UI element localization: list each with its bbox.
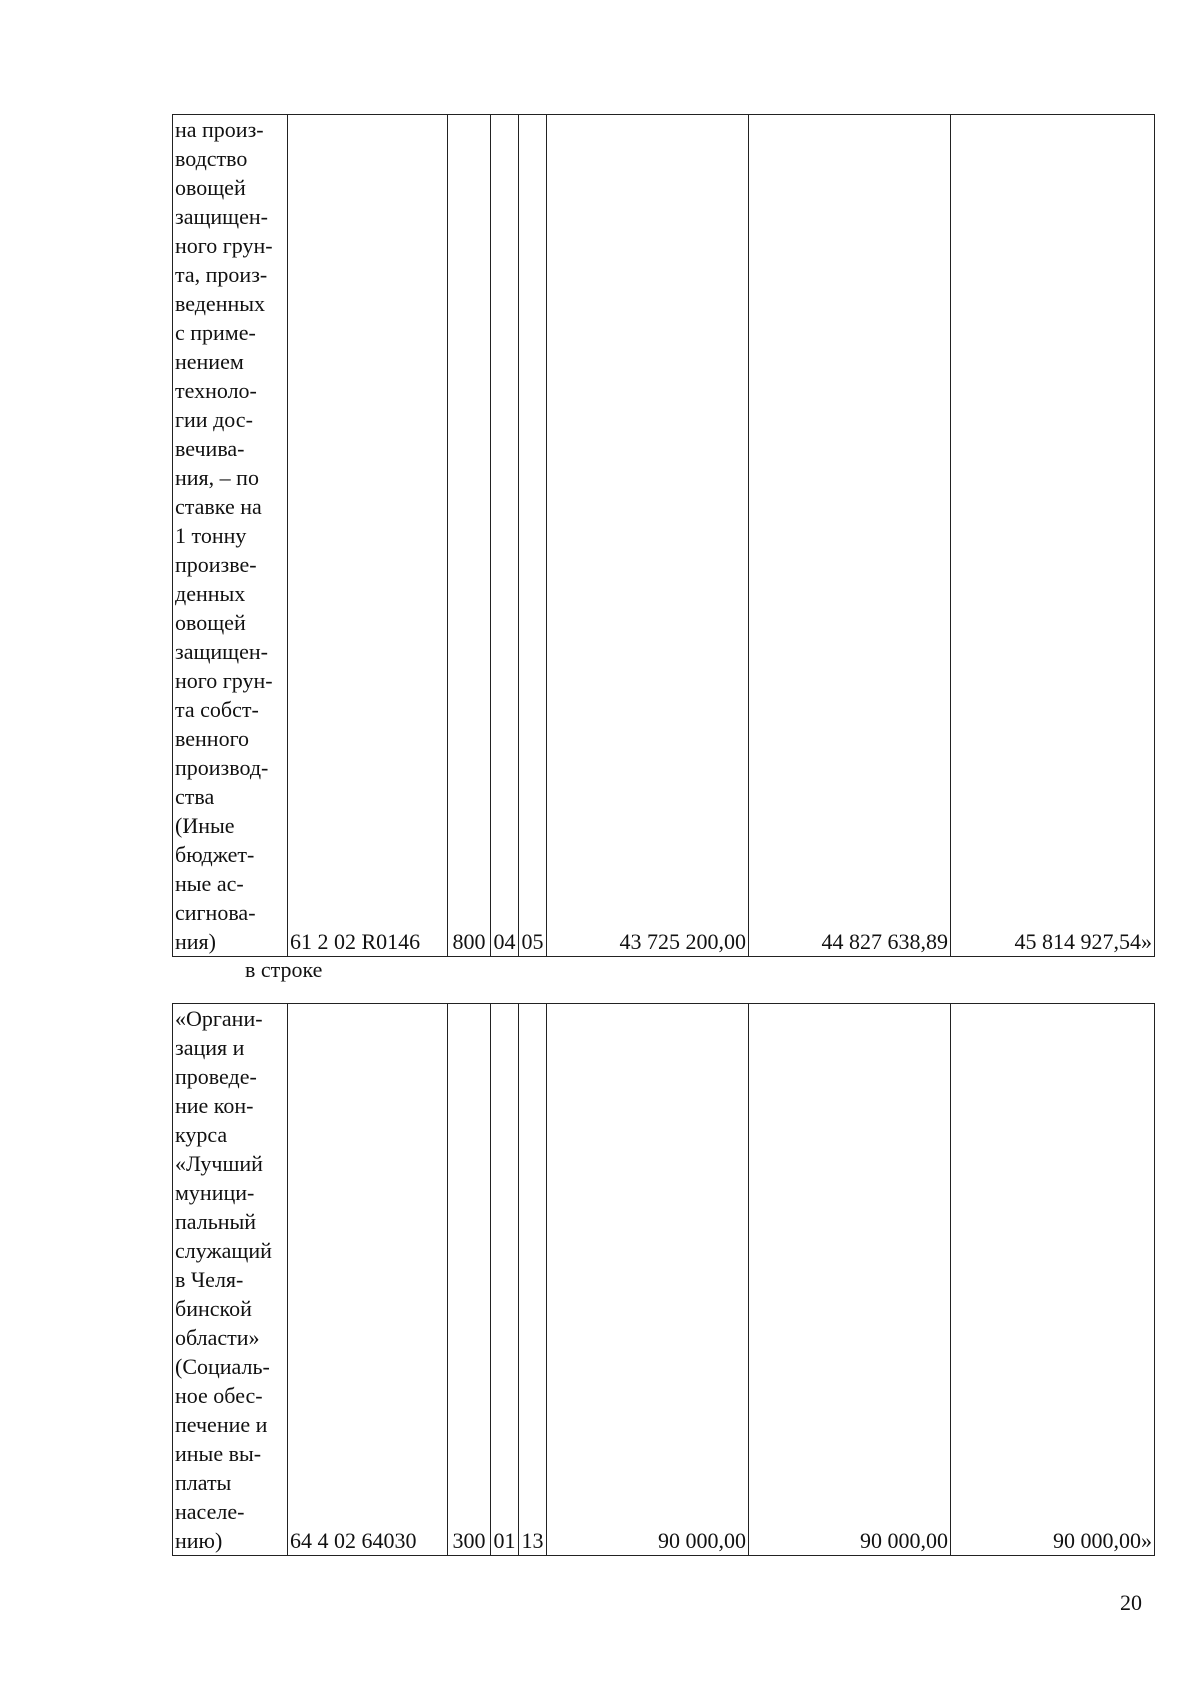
between-text: в строке	[245, 957, 323, 982]
description-line: венного	[175, 726, 250, 751]
description-line: веденных	[175, 291, 266, 316]
description-line: иные вы-	[175, 1441, 262, 1466]
description-line: сигнова-	[175, 900, 256, 925]
description-line: произве-	[175, 552, 257, 577]
table-row	[173, 1004, 1155, 1556]
budget-table-row-1	[172, 114, 1155, 957]
description-line: овощей	[175, 610, 246, 635]
description-line: ния, – по	[175, 465, 259, 490]
description-line: «Органи-	[175, 1006, 263, 1031]
description-line: защищен-	[175, 639, 268, 664]
description-line: в Челя-	[175, 1267, 244, 1292]
description-line: (Социаль-	[175, 1354, 270, 1379]
description-line: бинской	[175, 1296, 252, 1321]
section-cell: 01	[491, 1004, 519, 1556]
description-line: ное обес-	[175, 1383, 263, 1408]
description-line: пальный	[175, 1209, 257, 1234]
amount-cell-1: 90 000,00	[547, 1004, 749, 1556]
description-line: производ-	[175, 755, 269, 780]
description-line: нением	[175, 349, 244, 374]
description-line: та, произ-	[175, 262, 268, 287]
amount-cell-3: 90 000,00»	[951, 1004, 1155, 1556]
subsection-cell: 13	[519, 1004, 547, 1556]
target-article-cell: 61 2 02 R0146	[288, 115, 448, 957]
description-line: платы	[175, 1470, 232, 1495]
description-line: на произ-	[175, 117, 264, 142]
description-line: денных	[175, 581, 246, 606]
description-line: техноло-	[175, 378, 257, 403]
description-line: населе-	[175, 1499, 245, 1524]
description-line: защищен-	[175, 204, 268, 229]
description-line: «Лучший	[175, 1151, 263, 1176]
expense-type-cell: 800	[448, 115, 491, 957]
description-line: ства	[175, 784, 215, 809]
description-line: нию)	[175, 1528, 223, 1553]
amount-cell-1: 43 725 200,00	[547, 115, 749, 957]
description-line: бюджет-	[175, 842, 255, 867]
description-line: с приме-	[175, 320, 256, 345]
page-number: 20	[1120, 1590, 1142, 1615]
description-line: зация и	[175, 1035, 245, 1060]
amount-cell-3: 45 814 927,54»	[951, 115, 1155, 957]
description-line: служащий	[175, 1238, 272, 1263]
description-line: водство	[175, 146, 248, 171]
description-line: та собст-	[175, 697, 259, 722]
description-line: проведе-	[175, 1064, 257, 1089]
description-line: области»	[175, 1325, 260, 1350]
description-line: ные ас-	[175, 871, 244, 896]
row-description	[173, 115, 288, 957]
description-line: гии дос-	[175, 407, 253, 432]
description-line: ставке на	[175, 494, 262, 519]
subsection-cell: 05	[519, 115, 547, 957]
target-article-cell: 64 4 02 64030	[288, 1004, 448, 1556]
amount-cell-2: 90 000,00	[749, 1004, 951, 1556]
description-line: печение и	[175, 1412, 268, 1437]
expense-type-cell: 300	[448, 1004, 491, 1556]
description-line: курса	[175, 1122, 228, 1147]
description-line: вечива-	[175, 436, 245, 461]
description-line: муници-	[175, 1180, 255, 1205]
description-line: овощей	[175, 175, 246, 200]
description-line: ного грун-	[175, 668, 273, 693]
description-line: ния)	[175, 929, 216, 954]
row-description	[173, 1004, 288, 1556]
budget-table-row-2	[172, 1003, 1155, 1556]
description-line: ние кон-	[175, 1093, 254, 1118]
description-line: (Иные	[175, 813, 235, 838]
table-row	[173, 115, 1155, 957]
section-cell: 04	[491, 115, 519, 957]
description-line: ного грун-	[175, 233, 273, 258]
description-line: 1 тонну	[175, 523, 247, 548]
amount-cell-2: 44 827 638,89	[749, 115, 951, 957]
